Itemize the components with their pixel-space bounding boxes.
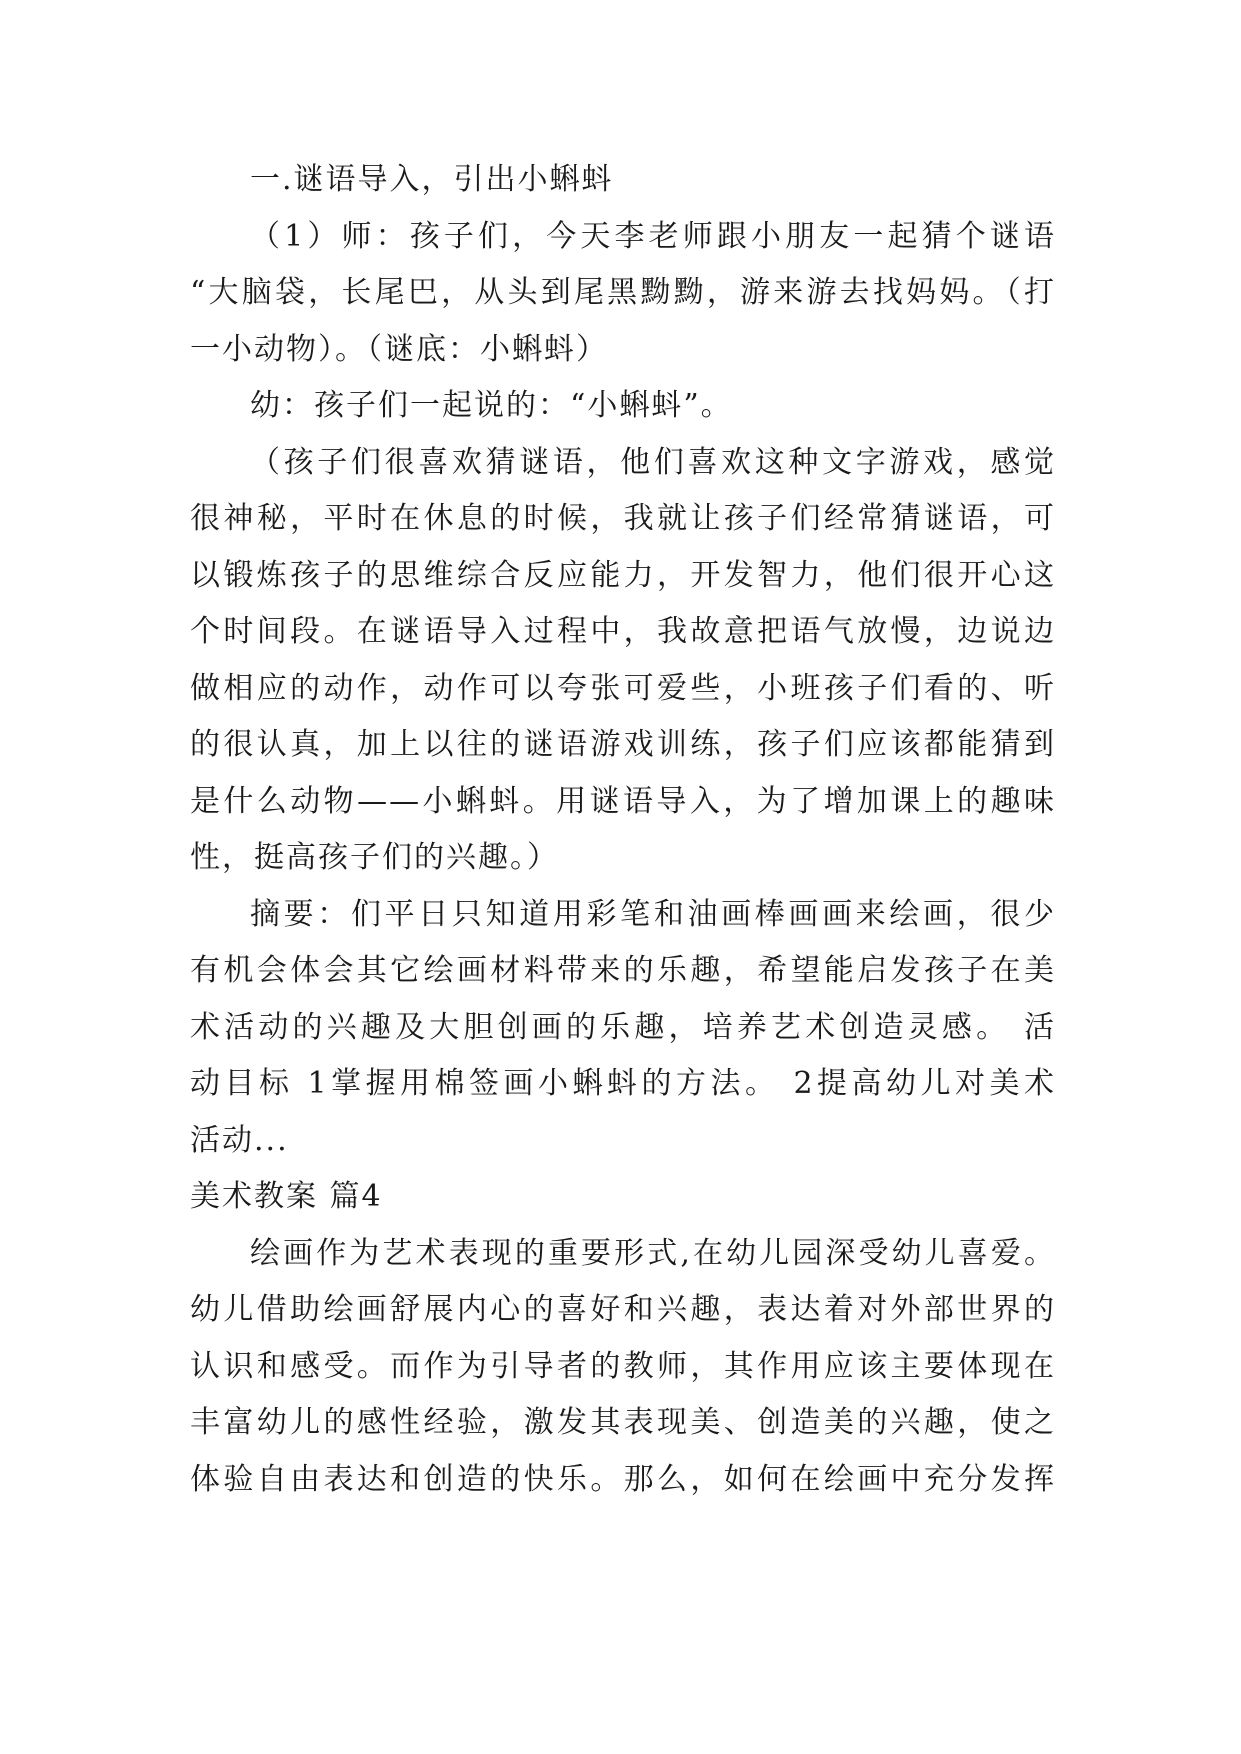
text-line: 活动... — [190, 1122, 289, 1158]
text-line: 体验自由表达和创造的快乐。那么，如何在绘画中充分发挥 — [190, 1461, 1056, 1497]
text-line: 动目标 1掌握用棉签画小蝌蚪的方法。 2提高幼儿对美术 — [190, 1066, 1056, 1101]
text-line: 的很认真，加上以往的谜语游戏训练，孩子们应该都能猜到 — [190, 727, 1056, 762]
text-line: 幼：孩子们一起说的：“小蝌蚪”。 — [250, 388, 733, 423]
text-line: 很神秘，平时在休息的时候，我就让孩子们经常猜谜语，可 — [190, 501, 1056, 536]
text-line: 认识和感受。而作为引导者的教师，其作用应该主要体现在 — [190, 1348, 1056, 1384]
text-line: 绘画作为艺术表现的重要形式,在幼儿园深受幼儿喜爱。 — [250, 1235, 1056, 1271]
text-line: 做相应的动作，动作可以夸张可爱些，小班孩子们看的、听 — [190, 670, 1056, 706]
text-line: 术活动的兴趣及大胆创画的乐趣，培养艺术创造灵感。 活 — [190, 1009, 1056, 1045]
text-line: “大脑袋，长尾巴，从头到尾黑黝黝，游来游去找妈妈。（打 — [190, 275, 1056, 310]
text-line: 有机会体会其它绘画材料带来的乐趣，希望能启发孩子在美 — [190, 953, 1056, 988]
text-line: 幼儿借助绘画舒展内心的喜好和兴趣，表达着对外部世界的 — [190, 1292, 1056, 1327]
text-line: 性，挺高孩子们的兴趣。） — [190, 840, 559, 875]
text-line: （1）师：孩子们，今天李老师跟小朋友一起猜个谜语 — [250, 218, 1056, 254]
text-line: 摘要：们平日只知道用彩笔和油画棒画画来绘画，很少 — [250, 896, 1056, 932]
text-line: 丰富幼儿的感性经验，激发其表现美、创造美的兴趣，使之 — [190, 1405, 1056, 1440]
text-line: （孩子们很喜欢猜谜语，他们喜欢这种文字游戏，感觉 — [250, 444, 1056, 480]
text-line: 一小动物）。（谜底：小蝌蚪） — [190, 331, 608, 367]
text-line: 一.谜语导入，引出小蝌蚪 — [250, 162, 614, 197]
section-heading: 美术教案 篇4 — [190, 1179, 383, 1214]
text-line: 以锻炼孩子的思维综合反应能力，开发智力，他们很开心这 — [190, 557, 1056, 593]
text-line: 个时间段。在谜语导入过程中，我故意把语气放慢，边说边 — [190, 614, 1056, 649]
text-line: 是什么动物——小蝌蚪。用谜语导入，为了增加课上的趣味 — [190, 783, 1056, 819]
